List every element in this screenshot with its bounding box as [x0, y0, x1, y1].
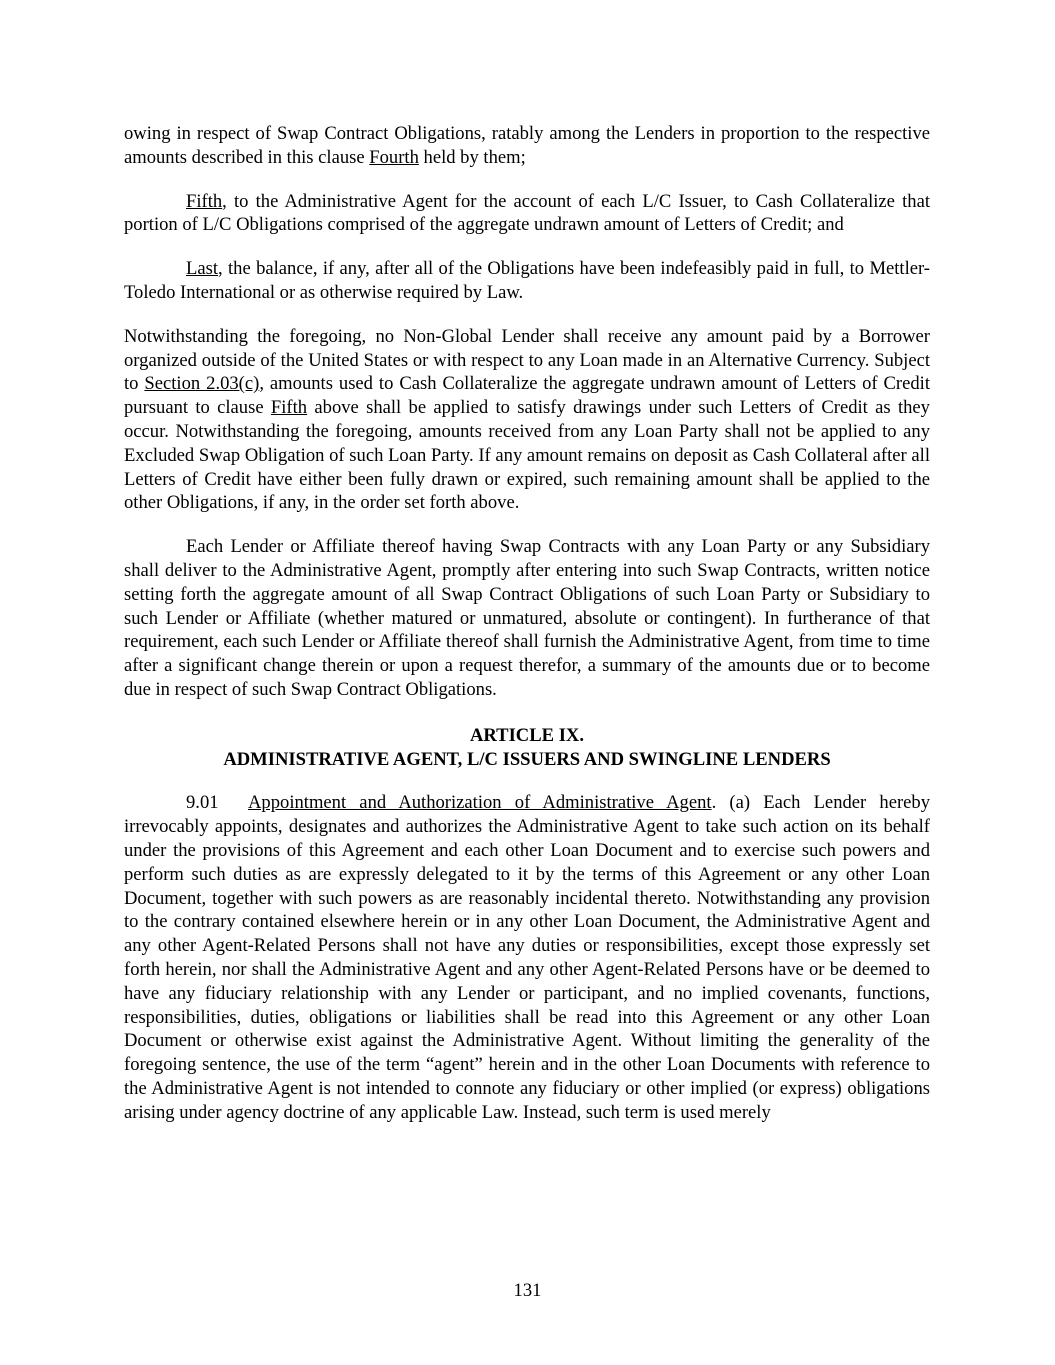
- paragraph-fifth: [124, 190, 930, 238]
- paragraph-text: held by them;: [418, 146, 526, 168]
- section-number: 9.01: [186, 792, 219, 814]
- page-number: 131: [513, 1280, 542, 1301]
- paragraph-last: [124, 257, 930, 305]
- clause-label-fifth: Fifth: [186, 190, 223, 212]
- article-title: ADMINISTRATIVE AGENT, L/C ISSUERS AND SWINGLINE LENDERS: [223, 748, 831, 770]
- paragraph-text: owing in respect of Swap Contract Obligations, ratably among the Lenders in proportion to the respective amounts described in this clause: [124, 123, 930, 168]
- section-9-01-paragraph: [124, 791, 930, 1124]
- paragraph-text: above shall be applied to satisfy drawings under such Letters of Credit as they occur. Notwithstanding the foregoing, amounts received from any Loan Party shall not be applied to any Excluded Swap Obligation of such Loan Party. If any amount remains on deposit as Cash Collateral after all Letters of Credit have either been fully drawn or expired, such remaining amount shall be applied to the other Obligations, if any, in the order set forth above.: [124, 397, 930, 514]
- section-heading: Appointment and Authorization of Administrative Agent: [248, 792, 712, 814]
- clause-label-last: Last: [186, 258, 219, 280]
- paragraph-notwithstanding: [124, 325, 930, 515]
- section-reference-2-03c: Section 2.03(c): [144, 373, 260, 395]
- clause-reference-fifth: Fifth: [270, 397, 308, 419]
- paragraph-text: , amounts used to Cash Collateralize the aggregate undrawn amount of Letters of Credit pursuant to clause: [124, 373, 930, 419]
- paragraph-swap-contracts: Each Lender or Affiliate thereof having Swap Contracts with any Loan Party or any Subsidiary shall deliver to the Administrative Agent, promptly after entering into such Swap Contracts, written notice setting forth the aggregate amount of all Swap Contract Obligations of such Loan Party or Subsidiary to such Lender or Affiliate (whether matured or unmatured, absolute or contingent). In furtherance of that requirement, each such Lender or Affiliate thereof shall furnish the Administrative Agent, from time to time after a significant change therein or upon a request therefor, a summary of the amounts due or to become due in respect of such Swap Contract Obligations.: [124, 536, 930, 700]
- paragraph-text: , the balance, if any, after all of the Obligations have been indefeasibly paid in full, to Mettler-Toledo International or as otherwise required by Law.: [124, 258, 930, 303]
- paragraph-text: . (a) Each Lender hereby irrevocably appoints, designates and authorizes the Administrative Agent to take such action on its behalf under the provisions of this Agreement and each other Loan Document and to exercise such powers and perform such duties as are expressly delegated to it by the terms of this Agreement or any other Loan Document, together with such powers as are reasonably incidental thereto. Notwithstanding any provision to the contrary contained elsewhere herein or in any other Loan Document, the Administrative Agent and any other Agent-Related Persons shall not have any duties or responsibilities, except those expressly set forth herein, nor shall the Administrative Agent and any other Agent-Related Persons have or be deemed to have any fiduciary relationship with any Lender or participant, and no implied covenants, functions, responsibilities, duties, obligations or liabilities shall be read into this Agreement or any other Loan Document or otherwise exist against the Administrative Agent. Without limiting the generality of the foregoing sentence, the use of the term “agent” herein and in the other Loan Documents with reference to the Administrative Agent is not intended to connote any fiduciary or other implied (or express) obligations arising under agency doctrine of any applicable Law. Instead, such term is used merely: [124, 792, 931, 1123]
- paragraph-text: Notwithstanding the foregoing, no Non-Global Lender shall receive any amount paid by a Borrower organized outside of the United States or with respect to any Loan made in an Alternative Currency. Subject to: [124, 325, 930, 395]
- article-number: ARTICLE IX.: [469, 724, 585, 746]
- paragraph-continuation: [124, 122, 930, 170]
- paragraph-text: , to the Administrative Agent for the account of each L/C Issuer, to Cash Collateralize that portion of L/C Obligations comprised of the aggregate undrawn amount of Letters of Credit; and: [124, 190, 930, 236]
- clause-reference-fourth: Fourth: [369, 146, 419, 168]
- document-page: [124, 122, 930, 1124]
